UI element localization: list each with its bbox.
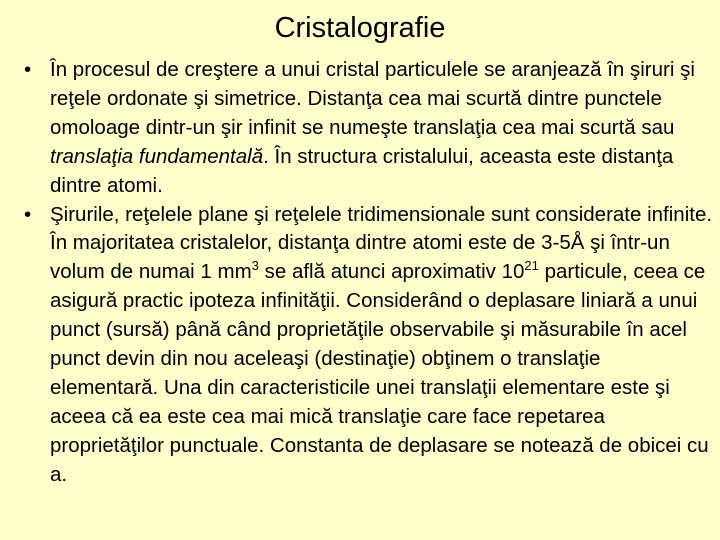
text-segment: În procesul de creştere a unui cristal particulele se aranjează în şiruri şi reţele ordonate şi simetrice. Distanţa cea mai scurtă dintre punctele omoloage dintr-un şir infinit se numeşte translaţia cea mai scurtă sau [50, 58, 695, 139]
slide-title: Cristalografie [274, 12, 446, 44]
superscript: 21 [524, 258, 539, 274]
bullet-text [50, 56, 714, 201]
text-segment: Şirurile, reţelele plane şi reţelele tridimensionale sunt considerate infinite. În majoritatea cristalelor, distanţa dintre atomi este de 3-5Å şi într-un volum de numai 1 mm [50, 202, 713, 284]
text-segment: particule, ceea ce asigură practic ipoteza infinităţii. Considerând o deplasare liniară a unui punct (sursă) până când proprietăţile observabile şi măsurabile în acel punct devin din nou aceleaşi (destinaţie) obţinem o translaţie elementară. Una din caracteristicile unei translaţii elementare este şi aceea că ea este cea mai mică translaţie care face repetarea proprietăţilor punctuale. Constanta de deplasare se notează de obicei cu a. [50, 260, 709, 486]
bullet-text [50, 201, 714, 490]
bullet-dot-icon: • [24, 202, 32, 226]
bullet-dot-icon: • [24, 58, 32, 81]
bullet-item-1 [24, 56, 714, 201]
bullet-item-2 [24, 201, 714, 490]
text-segment: . În structura cristalului, aceasta este distanţa dintre atomi. [50, 144, 674, 197]
text-segment: se află atunci aproximativ 10 [258, 260, 525, 284]
italic-term: translaţia fundamentală [50, 144, 264, 168]
bullet-list [24, 56, 714, 490]
superscript: 3 [251, 258, 259, 274]
